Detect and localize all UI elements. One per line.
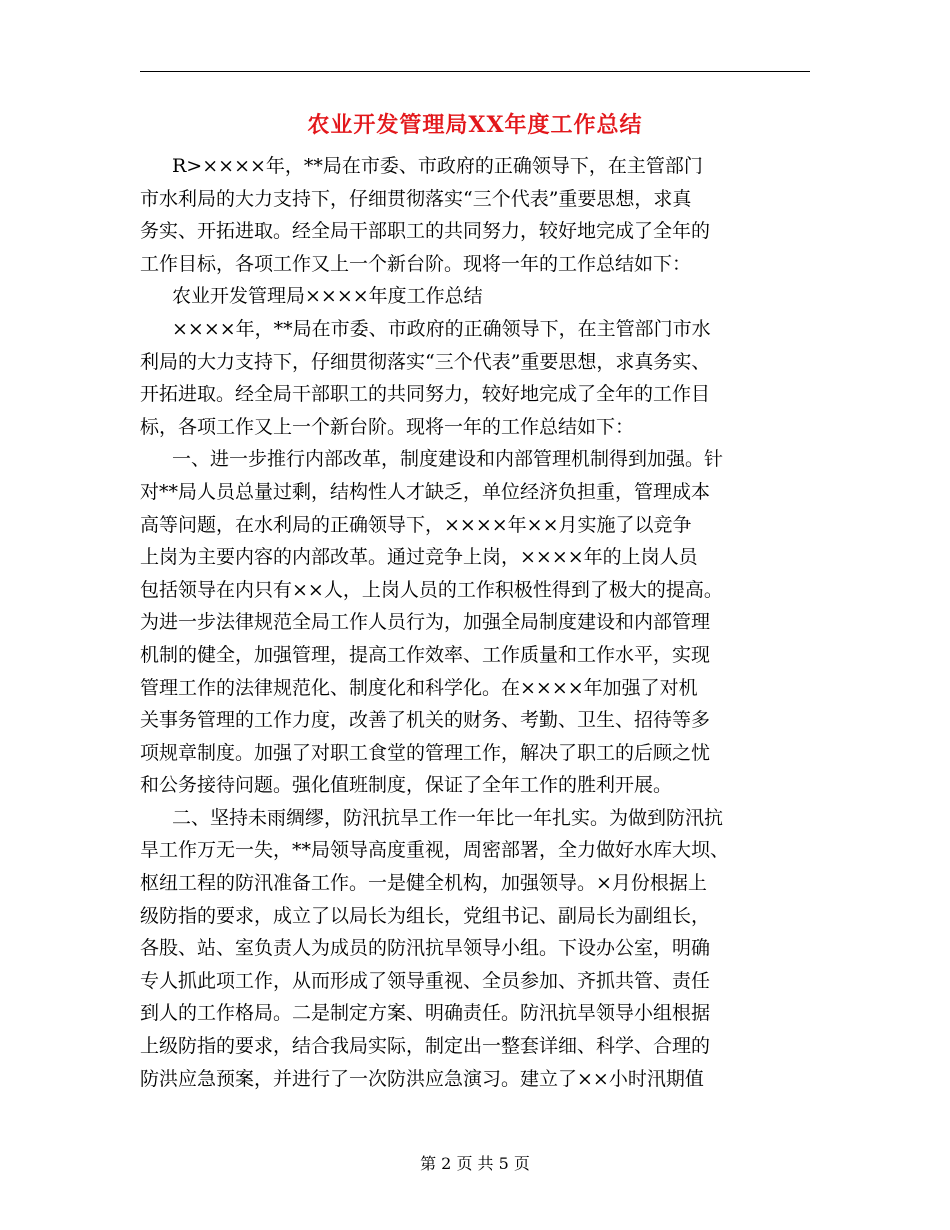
body-line: 务实、开拓进取。经全局干部职工的共同努力，较好地完成了全年的 <box>140 220 711 243</box>
body-line: 枢纽工程的防汛准备工作。一是健全机构，加强领导。×月份根据上 <box>140 872 707 895</box>
body-line: 到人的工作格局。二是制定方案、明确责任。防汛抗旱领导小组根据 <box>140 1002 711 1025</box>
body-line: 包括领导在内只有××人，上岗人员的工作积极性得到了极大的提高。 <box>140 578 723 601</box>
body-line: 机制的健全，加强管理，提高工作效率、工作质量和工作水平，实现 <box>140 643 711 666</box>
body-line: 开拓进取。经全局干部职工的共同努力，较好地完成了全年的工作目 <box>140 383 711 406</box>
header-rule <box>140 71 810 72</box>
body-line: 标，各项工作又上一个新台阶。现将一年的工作总结如下： <box>140 415 635 438</box>
section-two-line: 二、坚持未雨绸缪，防汛抗旱工作一年比一年扎实。为做到防汛抗 <box>172 806 724 829</box>
subtitle-line: 农业开发管理局××××年度工作总结 <box>172 285 483 308</box>
body-line: 上岗为主要内容的内部改革。通过竞争上岗，××××年的上岗人员 <box>140 546 698 569</box>
body-line: 旱工作万无一失，**局领导高度重视，周密部署，全力做好水库大坝、 <box>140 839 730 862</box>
body-line: 管理工作的法律规范化、制度化和科学化。在××××年加强了对机 <box>140 676 698 699</box>
body-line: R>××××年，**局在市委、市政府的正确领导下，在主管部门 <box>172 155 703 177</box>
body-line: 市水利局的大力支持下，仔细贯彻落实“三个代表”重要思想，求真 <box>140 187 692 210</box>
body-line: 项规章制度。加强了对职工食堂的管理工作，解决了职工的后顾之忧 <box>140 741 711 764</box>
body-line: 关事务管理的工作力度，改善了机关的财务、考勤、卫生、招待等多 <box>140 709 711 732</box>
document-body <box>140 150 810 1095</box>
body-line: 和公务接待问题。强化值班制度，保证了全年工作的胜利开展。 <box>140 774 673 797</box>
body-line: 对**局人员总量过剩，结构性人才缺乏，单位经济负担重，管理成本 <box>140 480 711 503</box>
body-line: 工作目标，各项工作又上一个新台阶。现将一年的工作总结如下： <box>140 252 692 275</box>
page-number-footer: 第 2 页 共 5 页 <box>420 1154 530 1173</box>
body-line: 为进一步法律规范全局工作人员行为，加强全局制度建设和内部管理 <box>140 611 711 634</box>
body-line: 专人抓此项工作，从而形成了领导重视、全员参加、齐抓共管、责任 <box>140 969 711 992</box>
document-title: 农业开发管理局XX年度工作总结 <box>307 112 643 138</box>
body-line: 高等问题，在水利局的正确领导下，××××年××月实施了以竞争 <box>140 513 692 536</box>
body-line: 防洪应急预案，并进行了一次防洪应急演习。建立了××小时汛期值 <box>140 1067 704 1090</box>
section-one-line: 一、进一步推行内部改革，制度建设和内部管理机制得到加强。针 <box>172 448 724 471</box>
body-line: 各股、站、室负责人为成员的防汛抗旱领导小组。下设办公室，明确 <box>140 937 711 960</box>
body-line: ××××年，**局在市委、市政府的正确领导下，在主管部门市水 <box>172 317 711 340</box>
body-line: 利局的大力支持下，仔细贯彻落实“三个代表”重要思想，求真务实、 <box>140 350 711 373</box>
body-line: 级防指的要求，成立了以局长为组长，党组书记、副局长为副组长， <box>140 904 711 927</box>
body-line: 上级防指的要求，结合我局实际，制定出一整套详细、科学、合理的 <box>140 1035 711 1058</box>
